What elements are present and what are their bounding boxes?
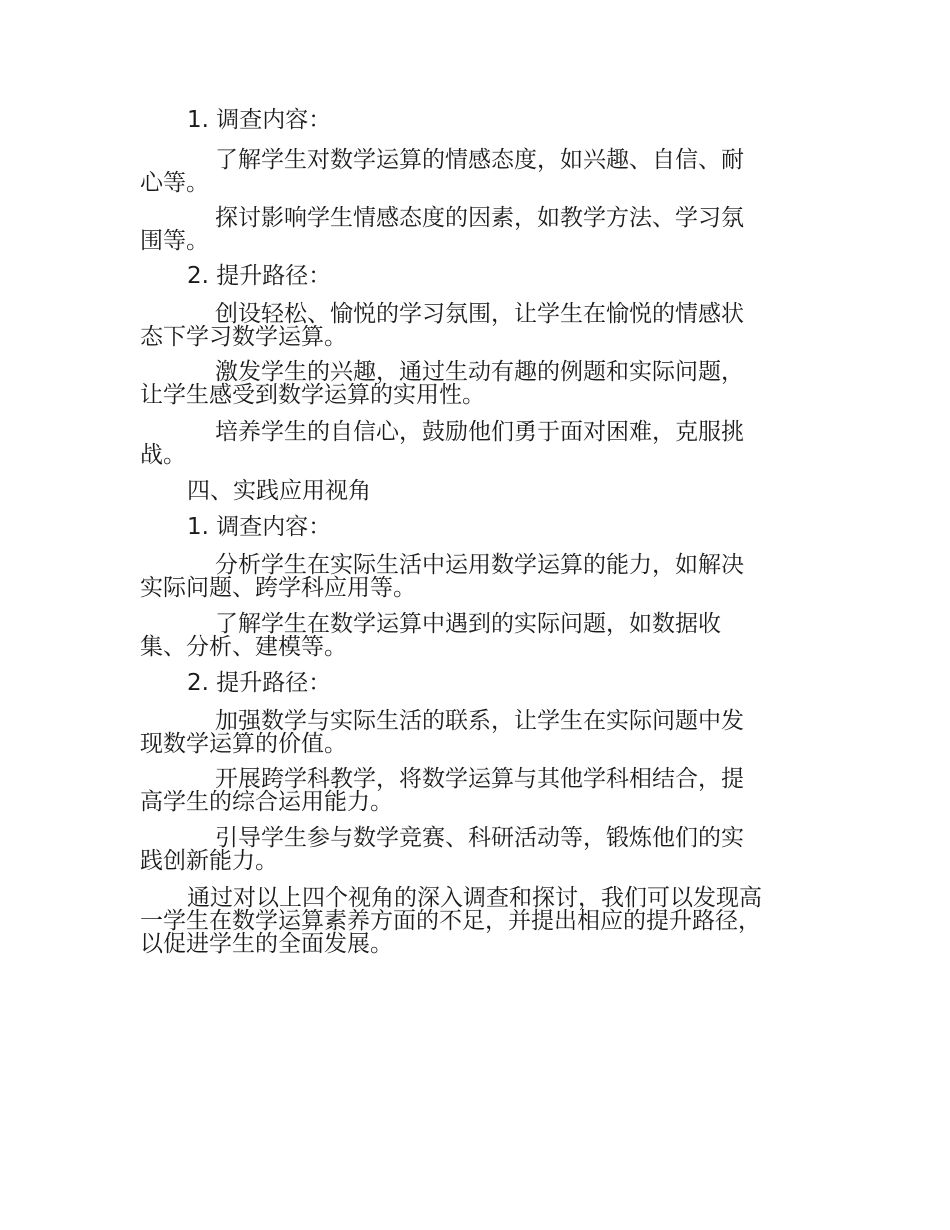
paragraph-line: 加强数学与实际生活的联系，让学生在实际问题中发 bbox=[215, 708, 744, 734]
closing-paragraph-line: 通过对以上四个视角的深入调查和探讨，我们可以发现高 bbox=[187, 885, 762, 911]
section-heading: 四、实践应用视角 bbox=[187, 478, 371, 504]
paragraph-line: 开展跨学科教学，将数学运算与其他学科相结合，提 bbox=[215, 766, 744, 792]
paragraph-line: 心等。 bbox=[140, 170, 209, 196]
paragraph-line: 实际问题、跨学科应用等。 bbox=[140, 575, 416, 601]
paragraph-line: 引导学生参与数学竞赛、科研活动等，锻炼他们的实 bbox=[215, 825, 744, 851]
section-heading: 2. 提升路径： bbox=[187, 263, 332, 289]
closing-paragraph-line: 以促进学生的全面发展。 bbox=[140, 931, 393, 957]
section-heading: 1. 调查内容： bbox=[187, 107, 332, 133]
paragraph-line: 创设轻松、愉悦的学习氛围，让学生在愉悦的情感状 bbox=[215, 301, 744, 327]
paragraph-line: 围等。 bbox=[140, 228, 209, 254]
paragraph-line: 高学生的综合运用能力。 bbox=[140, 789, 393, 815]
paragraph-line: 了解学生在数学运算中遇到的实际问题，如数据收 bbox=[215, 611, 721, 637]
paragraph-line: 集、分析、建模等。 bbox=[140, 634, 347, 660]
section-heading: 1. 调查内容： bbox=[187, 514, 332, 540]
paragraph-line: 分析学生在实际生活中运用数学运算的能力，如解决 bbox=[215, 552, 744, 578]
paragraph-line: 探讨影响学生情感态度的因素，如教学方法、学习氛 bbox=[215, 205, 744, 231]
paragraph-line: 让学生感受到数学运算的实用性。 bbox=[140, 382, 485, 408]
paragraph-line: 了解学生对数学运算的情感态度，如兴趣、自信、耐 bbox=[215, 147, 744, 173]
closing-paragraph-line: 一学生在数学运算素养方面的不足，并提出相应的提升路径， bbox=[140, 908, 761, 934]
paragraph-line: 现数学运算的价值。 bbox=[140, 731, 347, 757]
section-heading: 2. 提升路径： bbox=[187, 670, 332, 696]
paragraph-line: 态下学习数学运算。 bbox=[140, 324, 347, 350]
paragraph-line: 激发学生的兴趣，通过生动有趣的例题和实际问题， bbox=[215, 359, 744, 385]
paragraph-line: 培养学生的自信心，鼓励他们勇于面对困难，克服挑 bbox=[215, 419, 744, 445]
paragraph-line: 战。 bbox=[140, 442, 186, 468]
paragraph-line: 践创新能力。 bbox=[140, 848, 278, 874]
